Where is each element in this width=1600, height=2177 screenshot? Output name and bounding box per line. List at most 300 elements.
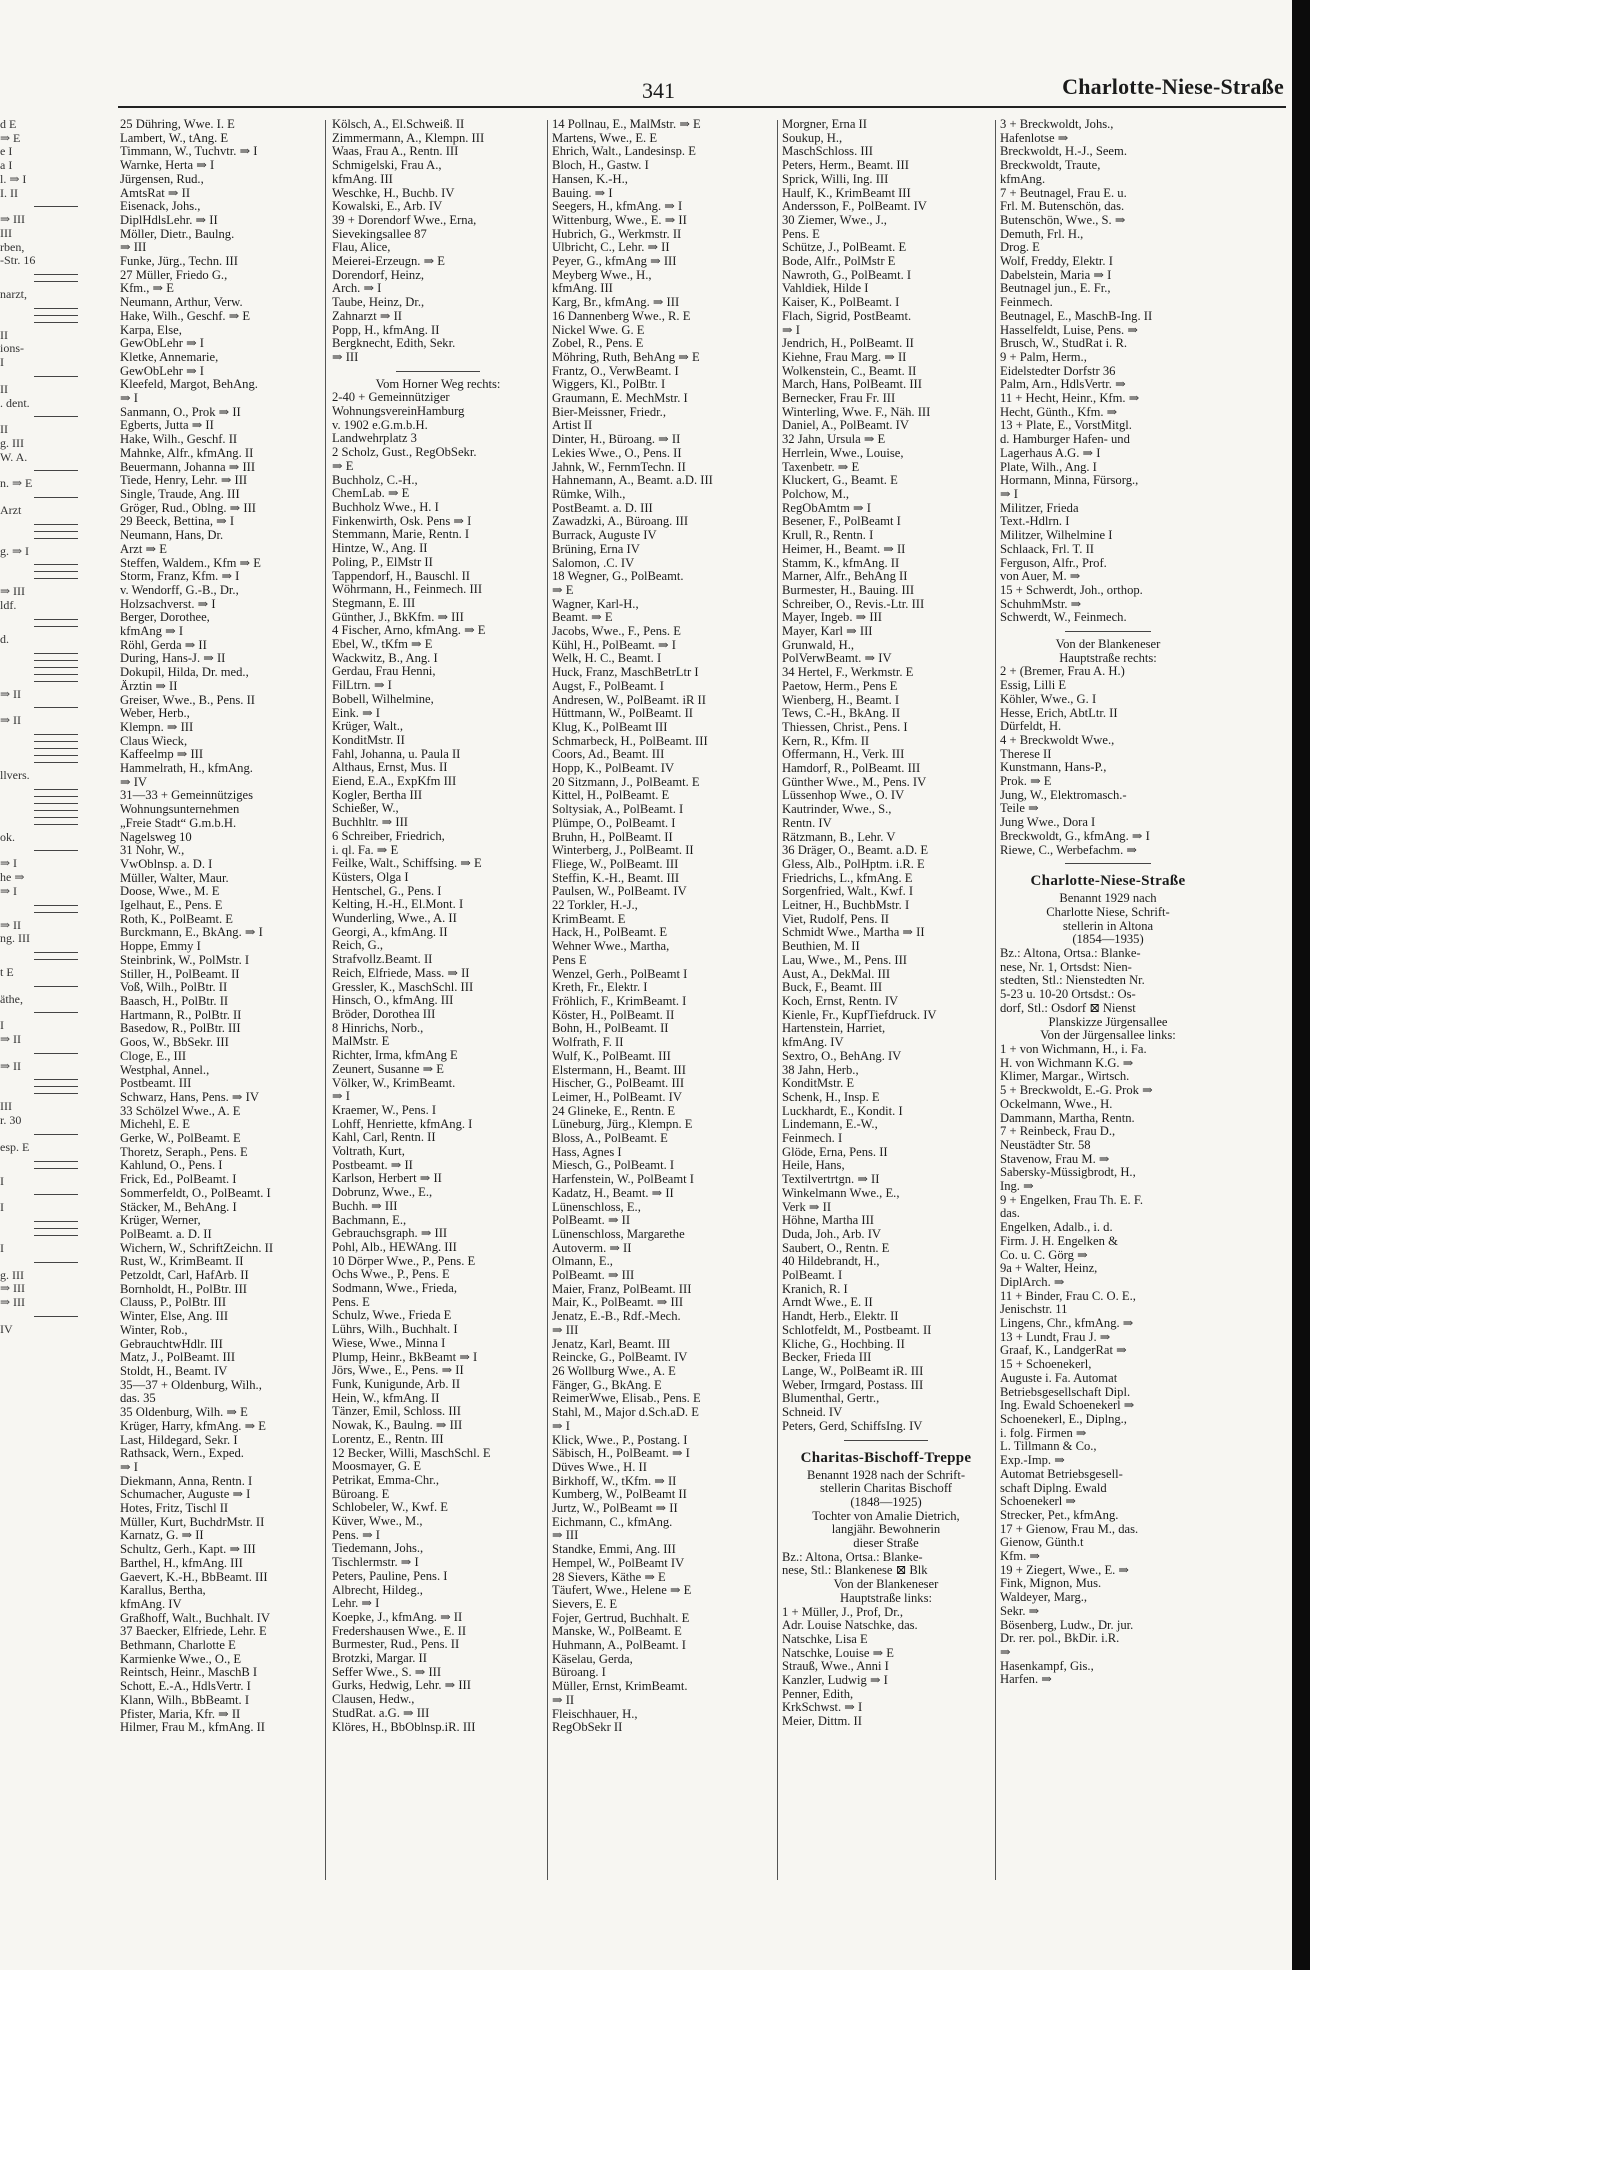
directory-entry: Hoppe, Emmy I bbox=[120, 940, 201, 954]
directory-entry: Seegers, H., kfmAng. ⇒ I bbox=[552, 200, 683, 214]
directory-entry: Arndt Wwe., E. II bbox=[782, 1296, 873, 1310]
directory-entry: Stavenow, Frau M. ⇒ bbox=[1000, 1152, 1110, 1166]
directory-entry: ⇒ III bbox=[552, 1323, 579, 1337]
directory-entry: Clausen, Hedw., bbox=[332, 1693, 415, 1707]
directory-entry: Last, Hildegard, Sekr. I bbox=[120, 1433, 238, 1447]
directory-entry: Dinter, H., Büroang. ⇒ II bbox=[552, 433, 681, 447]
directory-entry: II bbox=[0, 423, 8, 437]
directory-entry: Postbeamt. ⇒ II bbox=[332, 1158, 413, 1172]
directory-entry: Tischlermstr. ⇒ I bbox=[332, 1556, 419, 1570]
directory-entry: Haulf, K., KrimBeamt III bbox=[782, 186, 911, 200]
directory-entry: Natschke, Lisa E bbox=[782, 1632, 868, 1646]
directory-entry: Bode, Alfr., PolMstr E bbox=[782, 255, 896, 269]
directory-entry: Rümke, Wilh., bbox=[552, 487, 626, 501]
directory-entry: Bauing. ⇒ I bbox=[552, 186, 613, 200]
section-separator bbox=[1065, 863, 1151, 864]
directory-entry: II bbox=[0, 382, 8, 396]
directory-entry: Eink. ⇒ I bbox=[332, 706, 380, 720]
directory-entry: Schoenekerl ⇒ bbox=[1000, 1495, 1076, 1509]
directory-entry: ⇒ II bbox=[0, 714, 22, 728]
directory-entry: Arch. ⇒ I bbox=[332, 282, 382, 296]
directory-entry: Zawadzki, A., Büroang. III bbox=[552, 515, 689, 529]
directory-entry: Berger, Dorothee, bbox=[120, 611, 210, 625]
directory-entry: 9 + Engelken, Frau Th. E. F. bbox=[1000, 1193, 1143, 1207]
directory-entry: Stäcker, M., BehAng. I bbox=[120, 1200, 237, 1214]
directory-entry: I bbox=[0, 1241, 4, 1255]
directory-entry: 13 + Lundt, Frau J. ⇒ bbox=[1000, 1330, 1111, 1344]
directory-entry: PolBeamt. ⇒ II bbox=[552, 1214, 631, 1228]
directory-entry: ⇒ III bbox=[0, 1282, 26, 1296]
directory-entry: Bobell, Wilhelmine, bbox=[332, 692, 434, 706]
directory-entry: Hartenstein, Harriet, bbox=[782, 1022, 886, 1036]
directory-entry: Landwehrplatz 3 bbox=[332, 432, 417, 446]
directory-entry: ⇒ I bbox=[552, 1419, 570, 1433]
directory-entry: I bbox=[0, 1201, 4, 1215]
directory-entry: esp. E bbox=[0, 1140, 30, 1154]
directory-entry: H. von Wichmann K.G. ⇒ bbox=[1000, 1056, 1134, 1070]
directory-entry: MaschSchloss. III bbox=[782, 145, 873, 159]
directory-entry: Vahldiek, Hilde I bbox=[782, 282, 869, 296]
directory-entry: Voltrath, Kurt, bbox=[332, 1145, 405, 1159]
directory-entry: Küsters, Olga I bbox=[332, 870, 409, 884]
directory-entry: Zimmermann, A., Klempn. III bbox=[332, 131, 485, 145]
section-separator bbox=[34, 619, 79, 620]
directory-entry: 31—33 + Gemeinnütziges bbox=[120, 789, 254, 803]
directory-entry: Graßhoff, Walt., Buchhalt. IV bbox=[120, 1611, 270, 1625]
directory-entry: 4 Fischer, Arno, kfmAng. ⇒ E bbox=[332, 624, 486, 638]
directory-entry: 29 Beeck, Bettina, ⇒ I bbox=[120, 515, 235, 529]
directory-entry: Manske, W., PolBeamt. E bbox=[552, 1625, 682, 1639]
directory-entry: During, Hans-J. ⇒ II bbox=[120, 652, 226, 666]
directory-entry: Morgner, Erna II bbox=[782, 118, 867, 131]
directory-entry: Rathsack, Wern., Exped. bbox=[120, 1447, 244, 1461]
directory-entry: Tiede, Henry, Lehr. ⇒ III bbox=[120, 474, 248, 488]
directory-entry: Rentn. IV bbox=[782, 816, 832, 830]
directory-entry: Buck, F., Beamt. III bbox=[782, 981, 883, 995]
directory-entry: 17 + Gienow, Frau M., das. bbox=[1000, 1522, 1139, 1536]
directory-entry: 7 + Beutnagel, Frau E. u. bbox=[1000, 186, 1127, 200]
directory-entry: KonditMstr. E bbox=[782, 1077, 855, 1091]
directory-entry: Jung Wwe., Dora I bbox=[1000, 816, 1096, 830]
directory-entry: Becker, Frieda III bbox=[782, 1351, 872, 1365]
directory-entry: v. Wendorff, G.-B., Dr., bbox=[120, 583, 239, 597]
directory-entry: PolVerwBeamt. ⇒ IV bbox=[782, 652, 892, 666]
directory-entry: Beuermann, Johanna ⇒ III bbox=[120, 460, 256, 474]
directory-entry: Von der Blankeneser bbox=[1055, 638, 1161, 652]
directory-entry: Hasselfeldt, Luise, Pens. ⇒ bbox=[1000, 323, 1138, 337]
directory-entry: Kienle, Fr., KupfTiefdruck. IV bbox=[782, 1008, 937, 1022]
directory-entry: Jahnk, W., FernmTechn. II bbox=[552, 460, 686, 474]
section-separator bbox=[34, 803, 79, 804]
directory-entry: Single, Traude, Ang. III bbox=[120, 487, 240, 501]
directory-entry: Clauss, P., PolBtr. III bbox=[120, 1296, 227, 1310]
directory-entry: L. Tillmann & Co., bbox=[1000, 1440, 1097, 1454]
directory-entry: Tappendorf, H., Bauschl. II bbox=[332, 569, 470, 583]
directory-entry: kfmAng. IV bbox=[782, 1036, 844, 1050]
directory-entry: Palm, Arn., HdlsVertr. ⇒ bbox=[1000, 378, 1126, 392]
directory-entry: (1854—1935) bbox=[1072, 933, 1144, 947]
section-separator bbox=[34, 817, 79, 818]
directory-entry: Peters, Gerd, SchiffsIng. IV bbox=[782, 1419, 923, 1433]
directory-entry: III bbox=[0, 1100, 12, 1114]
directory-entry: Winkelmann Wwe., E., bbox=[782, 1186, 900, 1200]
directory-entry: Lekies Wwe., O., Pens. II bbox=[552, 446, 682, 460]
directory-entry: Jacobs, Wwe., F., Pens. E bbox=[552, 625, 681, 639]
page-number: 341 bbox=[642, 78, 675, 103]
directory-entry: Baasch, H., PolBtr. II bbox=[120, 995, 229, 1008]
directory-entry: 5-23 u. 10-20 Ortsdst.: Os- bbox=[1000, 988, 1136, 1002]
directory-entry: Cloge, E., III bbox=[120, 1049, 187, 1063]
directory-entry: Elstermann, H., Beamt. III bbox=[552, 1063, 686, 1077]
directory-entry: Wiese, Wwe., Minna I bbox=[332, 1336, 446, 1350]
directory-entry: Storm, Franz, Kfm. ⇒ I bbox=[120, 570, 240, 584]
directory-entry: IV bbox=[0, 1322, 13, 1336]
directory-entry: Sextro, O., BehAng. IV bbox=[782, 1049, 902, 1063]
directory-entry: Hansen, K.-H., bbox=[552, 172, 628, 186]
directory-entry: das. bbox=[1000, 1207, 1020, 1221]
directory-entry: Bz.: Altona, Ortsa.: Blanke- bbox=[782, 1550, 923, 1564]
directory-entry: Andresen, W., PolBeamt. iR II bbox=[552, 693, 706, 707]
directory-entry: Autoverm. ⇒ II bbox=[552, 1241, 632, 1255]
directory-entry: Klimer, Margar., Wirtsch. bbox=[1000, 1070, 1130, 1084]
directory-entry: Seffer Wwe., S. ⇒ III bbox=[332, 1665, 442, 1679]
directory-entry: ⇒ E bbox=[552, 583, 574, 597]
directory-entry: Leimer, H., PolBeamt. IV bbox=[552, 1090, 682, 1104]
directory-entry: Krull, R., Rentn. I bbox=[782, 529, 874, 543]
directory-entry: KrkSchwst. ⇒ I bbox=[782, 1701, 863, 1715]
directory-entry: Schreiber, O., Revis.-Ltr. III bbox=[782, 597, 925, 611]
directory-entry: Sievers, E. E bbox=[552, 1597, 618, 1611]
directory-entry: Reincke, G., PolBeamt. IV bbox=[552, 1351, 688, 1365]
directory-entry: kfmAng. III bbox=[332, 172, 393, 186]
directory-entry: i. folg. Firmen ⇒ bbox=[1000, 1426, 1087, 1440]
directory-entry: Von der Jürgensallee links: bbox=[1040, 1029, 1176, 1043]
directory-entry: Frick, Ed., PolBeamt. I bbox=[120, 1173, 237, 1187]
directory-entry: Nawroth, G., PolBeamt. I bbox=[782, 268, 912, 282]
directory-entry: Schwarz, Hans, Pens. ⇒ IV bbox=[120, 1090, 259, 1104]
directory-entry: Nagelsweg 10 bbox=[120, 830, 192, 844]
directory-entry: dorf, Stl.: Osdorf ⊠ Nienst bbox=[1000, 1001, 1136, 1015]
directory-entry: Sprick, Willi, Ing. III bbox=[782, 172, 889, 186]
directory-entry: 16 Dannenberg Wwe., R. E bbox=[552, 309, 691, 323]
directory-entry: 15 + Schoenekerl, bbox=[1000, 1358, 1092, 1372]
directory-entry: kfmAng. III bbox=[552, 282, 613, 296]
directory-entry: Klug, K., PolBeamt III bbox=[552, 720, 668, 734]
directory-entry: Olmann, E., bbox=[552, 1255, 613, 1269]
directory-entry: 27 Müller, Friedo G., bbox=[120, 268, 228, 282]
directory-entry: Hintze, W., Ang. II bbox=[332, 542, 428, 556]
section-separator bbox=[34, 531, 79, 532]
directory-entry: Petzoldt, Carl, HafArb. II bbox=[120, 1269, 249, 1283]
directory-entry: Hopp, K., PolBeamt. IV bbox=[552, 762, 675, 776]
directory-entry: von Auer, M. ⇒ bbox=[1000, 570, 1081, 584]
directory-entry: Weber, Herb., bbox=[120, 707, 190, 721]
directory-entry: Jürgensen, Rud., bbox=[120, 172, 204, 186]
directory-entry: Lührs, Wilh., Buchhalt. I bbox=[332, 1323, 458, 1337]
directory-entry: Bz.: Altona, Ortsa.: Blanke- bbox=[1000, 947, 1141, 961]
directory-entry: Müller, Ernst, KrimBeamt. bbox=[552, 1680, 688, 1694]
directory-entry: Zobel, R., Pens. E bbox=[552, 337, 644, 351]
directory-entry: Meierei-Erzeugn. ⇒ E bbox=[332, 255, 445, 269]
section-separator bbox=[34, 674, 79, 675]
directory-entry: Stoldt, H., Beamt. IV bbox=[120, 1364, 228, 1378]
directory-entry: Fredershausen Wwe., E. II bbox=[332, 1624, 467, 1638]
directory-entry: 1 + Müller, J., Prof, Dr., bbox=[782, 1605, 903, 1619]
directory-entry: Beuthien, M. II bbox=[782, 940, 860, 954]
directory-entry: Kowalski, E., Arb. IV bbox=[332, 200, 443, 214]
directory-entry: Ferguson, Alfr., Prof. bbox=[1000, 556, 1107, 570]
directory-entry: Schoenekerl, E., Diplng., bbox=[1000, 1412, 1127, 1426]
directory-entry: 9a + Walter, Heinz, bbox=[1000, 1262, 1098, 1276]
directory-entry: Pens. E bbox=[782, 227, 820, 241]
directory-entry: Butenschön, Wwe., S. ⇒ bbox=[1000, 213, 1126, 227]
directory-entry: Teile ⇒ bbox=[1000, 802, 1039, 816]
directory-entry: Engelken, Adalb., i. d. bbox=[1000, 1221, 1113, 1235]
directory-entry: Ebel, W., tKfm ⇒ E bbox=[332, 638, 433, 652]
directory-entry: 35 Oldenburg, Wilh. ⇒ E bbox=[120, 1406, 248, 1420]
directory-entry: äthe, bbox=[0, 992, 23, 1006]
directory-entry: 2 Scholz, Gust., RegObSekr. bbox=[332, 446, 477, 460]
directory-entry: Lorentz, E., Rentn. III bbox=[332, 1432, 444, 1446]
directory-entry: Pens. ⇒ I bbox=[332, 1528, 380, 1542]
directory-entry: Brotzki, Margar. II bbox=[332, 1652, 427, 1666]
directory-entry: schaft Diplng. Ewald bbox=[1000, 1481, 1107, 1495]
section-separator bbox=[34, 653, 79, 654]
directory-entry: Claus Wieck, bbox=[120, 734, 188, 748]
directory-entry: 6 Schreiber, Friedrich, bbox=[332, 829, 445, 843]
directory-entry: Karnatz, G. ⇒ II bbox=[120, 1529, 204, 1543]
directory-entry: Lange, W., PolBeamt iR. III bbox=[782, 1364, 924, 1378]
directory-entry: Natschke, Louise ⇒ E bbox=[782, 1646, 894, 1660]
section-separator bbox=[34, 1221, 79, 1222]
directory-entry: Textilvertrtgn. ⇒ II bbox=[782, 1173, 880, 1187]
directory-entry: Bohn, H., PolBeamt. II bbox=[552, 1022, 669, 1036]
directory-entry: Schmarbeck, H., PolBeamt. III bbox=[552, 734, 708, 748]
running-head: Charlotte-Niese-Straße bbox=[1062, 74, 1284, 99]
directory-entry: 24 Glineke, E., Rentn. E bbox=[552, 1104, 676, 1118]
directory-entry: Krüger, Walt., bbox=[332, 720, 403, 734]
directory-entry: Buchhltr. ⇒ III bbox=[332, 816, 408, 830]
directory-entry: Lagerhaus A.G. ⇒ I bbox=[1000, 446, 1101, 460]
directory-entry: Timmann, W., Tuchvtr. ⇒ I bbox=[120, 145, 258, 159]
directory-entry: Friedrichs, L., kfmAng. E bbox=[782, 871, 913, 885]
directory-entry: Warnke, Herta ⇒ I bbox=[120, 159, 215, 173]
directory-entry: Adr. Louise Natschke, das. bbox=[782, 1619, 918, 1633]
directory-entry: Goos, W., BbSekr. III bbox=[120, 1036, 229, 1050]
directory-entry: Stahl, M., Major d.Sch.aD. E bbox=[552, 1406, 699, 1420]
directory-entry: Popp, H., kfmAng. II bbox=[332, 323, 440, 337]
directory-entry: Richter, Irma, kfmAng E bbox=[332, 1049, 458, 1063]
directory-entry: Hammelrath, H., kfmAng. bbox=[120, 762, 253, 776]
column-1 bbox=[120, 118, 320, 1735]
directory-entry: Stemmann, Marie, Rentn. I bbox=[332, 528, 470, 542]
directory-entry: Lingens, Chr., kfmAng. ⇒ bbox=[1000, 1317, 1134, 1331]
directory-entry: 13 + Plate, E., VorstMitgl. bbox=[1000, 419, 1132, 433]
directory-entry: Kranich, R. I bbox=[782, 1282, 848, 1296]
directory-entry: Klöres, H., BbOblnsp.iR. III bbox=[332, 1720, 476, 1734]
directory-entry: Ockelmann, Wwe., H. bbox=[1000, 1097, 1113, 1111]
directory-entry: GewObLehr ⇒ I bbox=[120, 337, 204, 351]
directory-entry: 7 + Reinbeck, Frau D., bbox=[1000, 1125, 1116, 1139]
directory-entry: Leitner, H., BuchbMstr. I bbox=[782, 899, 910, 913]
column-2 bbox=[332, 118, 544, 1734]
directory-entry: Betriebsgesellschaft Dipl. bbox=[1000, 1385, 1131, 1399]
directory-entry: n. ⇒ E bbox=[0, 477, 33, 491]
directory-entry: Wackwitz, B., Ang. I bbox=[332, 651, 438, 665]
directory-entry: FilLtrn. ⇒ I bbox=[332, 679, 392, 693]
directory-entry: Automat Betriebsgesell- bbox=[1000, 1467, 1123, 1481]
directory-entry: Breckwoldt, G., kfmAng. ⇒ I bbox=[1000, 829, 1150, 843]
directory-entry: ⇒ I bbox=[782, 323, 800, 337]
directory-entry: Gerke, W., PolBeamt. E bbox=[120, 1132, 241, 1146]
directory-entry: Tiedemann, Johs., bbox=[332, 1542, 424, 1556]
column-divider bbox=[777, 120, 778, 1880]
directory-entry: d. Hamburger Hafen- und bbox=[1000, 433, 1130, 447]
directory-entry: 32 Jahn, Ursula ⇒ E bbox=[782, 433, 886, 447]
directory-entry: PolBeamt. a. D. II bbox=[120, 1227, 212, 1241]
directory-entry: Fleischhauer, H., bbox=[552, 1707, 638, 1721]
directory-entry: Bernecker, Frau Fr. III bbox=[782, 392, 896, 406]
directory-entry: ⇒ I bbox=[332, 1090, 350, 1104]
directory-entry: Althaus, Ernst, Mus. II bbox=[332, 761, 448, 775]
directory-entry: ⇒ III bbox=[0, 585, 26, 599]
directory-entry: Sommerfeldt, O., PolBeamt. I bbox=[120, 1186, 271, 1200]
directory-entry: r. 30 bbox=[0, 1114, 22, 1128]
directory-entry: Schwerdt, W., Feinmech. bbox=[1000, 611, 1127, 625]
directory-entry: I bbox=[0, 356, 4, 370]
directory-entry: Daniel, A., PolBeamt. IV bbox=[782, 419, 909, 433]
directory-entry: Coors, Ad., Beamt. III bbox=[552, 748, 665, 762]
directory-entry: Lüssenhop Wwe., O. IV bbox=[782, 789, 905, 803]
section-separator bbox=[34, 796, 79, 797]
directory-entry: g. III bbox=[0, 436, 24, 450]
directory-entry: Peters, Pauline, Pens. I bbox=[332, 1569, 448, 1583]
directory-entry: 37 Baecker, Elfriede, Lehr. E bbox=[120, 1625, 267, 1639]
directory-entry: Bloch, H., Gastw. I bbox=[552, 159, 649, 173]
directory-entry: Firm. J. H. Engelken & bbox=[1000, 1234, 1118, 1248]
directory-entry: Mahnke, Alfr., kfmAng. II bbox=[120, 446, 254, 460]
directory-entry: Bröder, Dorothea III bbox=[332, 1008, 436, 1021]
section-separator bbox=[34, 1161, 79, 1162]
directory-entry: Soltysiak, A., PolBeamt. I bbox=[552, 803, 684, 817]
directory-entry: Buchholz, C.-H., bbox=[332, 473, 418, 487]
directory-entry: g. III bbox=[0, 1268, 24, 1282]
directory-entry: Brusch, W., StudRat i. R. bbox=[1000, 337, 1128, 351]
directory-entry: Küver, Wwe., M., bbox=[332, 1515, 423, 1529]
directory-entry: ChemLab. ⇒ E bbox=[332, 487, 410, 501]
directory-entry: Jenischstr. 11 bbox=[1000, 1303, 1068, 1317]
directory-entry: Klann, Wilh., BbBeamt. I bbox=[120, 1693, 250, 1707]
directory-entry: Fojer, Gertrud, Buchhalt. E bbox=[552, 1611, 690, 1625]
directory-entry: Dammann, Martha, Rentn. bbox=[1000, 1111, 1135, 1125]
directory-entry: Gerdau, Frau Henni, bbox=[332, 665, 436, 679]
directory-entry: Arzt ⇒ E bbox=[120, 542, 167, 556]
directory-entry: e I bbox=[0, 145, 13, 159]
directory-entry: Röhl, Gerda ⇒ II bbox=[120, 638, 207, 652]
directory-entry: Krüger, Harry, kfmAng. ⇒ E bbox=[120, 1419, 266, 1433]
directory-entry: III bbox=[0, 226, 12, 240]
directory-entry: Arzt bbox=[0, 504, 22, 518]
directory-entry: Weschke, H., Buchb. IV bbox=[332, 186, 455, 200]
directory-entry: Lau, Wwe., M., Pens. III bbox=[782, 953, 907, 967]
directory-entry: Steffen, Waldem., Kfm ⇒ E bbox=[120, 556, 261, 570]
directory-entry: Kittel, H., PolBeamt. E bbox=[552, 789, 670, 803]
directory-entry: Neumann, Hans, Dr. bbox=[120, 529, 224, 543]
directory-entry: Albrecht, Hildeg., bbox=[332, 1583, 423, 1597]
directory-entry: Funke, Jürg., Techn. III bbox=[120, 255, 238, 269]
directory-entry: Feilke, Walt., Schiffsing. ⇒ E bbox=[332, 857, 482, 871]
directory-entry: Ulbricht, C., Lehr. ⇒ II bbox=[552, 241, 670, 255]
directory-entry: t E bbox=[0, 965, 14, 979]
directory-entry: Wittenburg, Wwe., E. ⇒ II bbox=[552, 213, 687, 227]
directory-entry: Wolfrath, F. II bbox=[552, 1036, 624, 1050]
directory-entry: Waas, Frau A., Rentn. III bbox=[332, 145, 459, 159]
directory-entry: ⇒ III bbox=[120, 241, 147, 255]
directory-entry: Peyer, G., kfmAng ⇒ III bbox=[552, 255, 677, 269]
directory-entry: AmtsRat ⇒ II bbox=[120, 186, 191, 200]
directory-entry: Wehner Wwe., Martha, bbox=[552, 940, 670, 954]
directory-entry: Maier, Franz, PolBeamt. III bbox=[552, 1282, 692, 1296]
directory-entry: Eisenack, Johs., bbox=[120, 200, 201, 214]
directory-entry: Funk, Kunigunde, Arb. II bbox=[332, 1377, 461, 1391]
section-separator bbox=[34, 986, 79, 987]
section-separator bbox=[34, 1194, 79, 1195]
directory-entry: 10 Dörper Wwe., P., Pens. E bbox=[332, 1254, 476, 1268]
directory-entry: Hempel, W., PolBeamt IV bbox=[552, 1556, 685, 1570]
directory-entry: Text.-Hdlrn. I bbox=[1000, 515, 1070, 529]
directory-entry: Besener, F., PolBeamt I bbox=[782, 515, 901, 529]
directory-entry: Ing. Ewald Schoenekerl ⇒ bbox=[1000, 1399, 1135, 1413]
directory-entry: Wienberg, H., Beamt. I bbox=[782, 693, 900, 707]
directory-entry: Lindemann, E.-W., bbox=[782, 1118, 878, 1132]
section-separator bbox=[34, 281, 79, 282]
directory-entry: 2-40 + Gemeinnütziger bbox=[332, 391, 450, 405]
directory-entry: Wagner, Karl-H., bbox=[552, 597, 639, 611]
directory-entry: Augst, F., PolBeamt. I bbox=[552, 679, 664, 693]
directory-entry: WohnungsvereinHamburg bbox=[332, 405, 465, 419]
directory-entry: 8 Hinrichs, Norb., bbox=[332, 1021, 424, 1035]
directory-entry: Flau, Alice, bbox=[332, 241, 391, 255]
directory-entry: Harfenstein, W., PolBeamt I bbox=[552, 1173, 695, 1187]
directory-entry: Hass, Agnes I bbox=[552, 1145, 622, 1159]
book-binding-edge bbox=[1292, 0, 1310, 1970]
directory-entry: Verk ⇒ II bbox=[782, 1200, 832, 1214]
directory-entry: Hubrich, G., Werkmstr. II bbox=[552, 227, 682, 241]
directory-entry: Sekr. ⇒ bbox=[1000, 1604, 1040, 1618]
directory-entry: Reich, Elfriede, Mass. ⇒ II bbox=[332, 966, 470, 980]
directory-entry: Peters, Herm., Beamt. III bbox=[782, 159, 909, 173]
directory-entry: Offermann, H., Verk. III bbox=[782, 748, 905, 762]
directory-entry: Winter, Rob., bbox=[120, 1323, 188, 1337]
directory-entry: Matz, J., PolBeamt. III bbox=[120, 1351, 236, 1365]
directory-entry: Säbisch, H., PolBeamt. ⇒ I bbox=[552, 1447, 690, 1461]
directory-entry: Auguste i. Fa. Automat bbox=[1000, 1371, 1118, 1385]
section-separator bbox=[34, 1316, 79, 1317]
directory-entry: ⇒ E bbox=[332, 459, 354, 473]
directory-entry: W. A. bbox=[0, 450, 28, 464]
directory-entry: Koepke, J., kfmAng. ⇒ II bbox=[332, 1610, 463, 1624]
section-separator bbox=[34, 308, 79, 309]
directory-entry: Bruhn, H., PolBeamt. II bbox=[552, 830, 673, 844]
directory-entry: Winterberg, J., PolBeamt. II bbox=[552, 844, 694, 858]
directory-entry: Herrlein, Wwe., Louise, bbox=[782, 446, 904, 460]
directory-entry: 36 Dräger, O., Beamt. a.D. E bbox=[782, 844, 929, 858]
directory-entry: Pens E bbox=[552, 953, 587, 967]
directory-entry: Fink, Mignon, Mus. bbox=[1000, 1577, 1102, 1591]
directory-entry: Kahl, Carl, Rentn. II bbox=[332, 1131, 436, 1145]
directory-entry: Kunstmann, Hans-P., bbox=[1000, 761, 1107, 775]
directory-entry: Hinsch, O., kfmAng. III bbox=[332, 994, 454, 1008]
